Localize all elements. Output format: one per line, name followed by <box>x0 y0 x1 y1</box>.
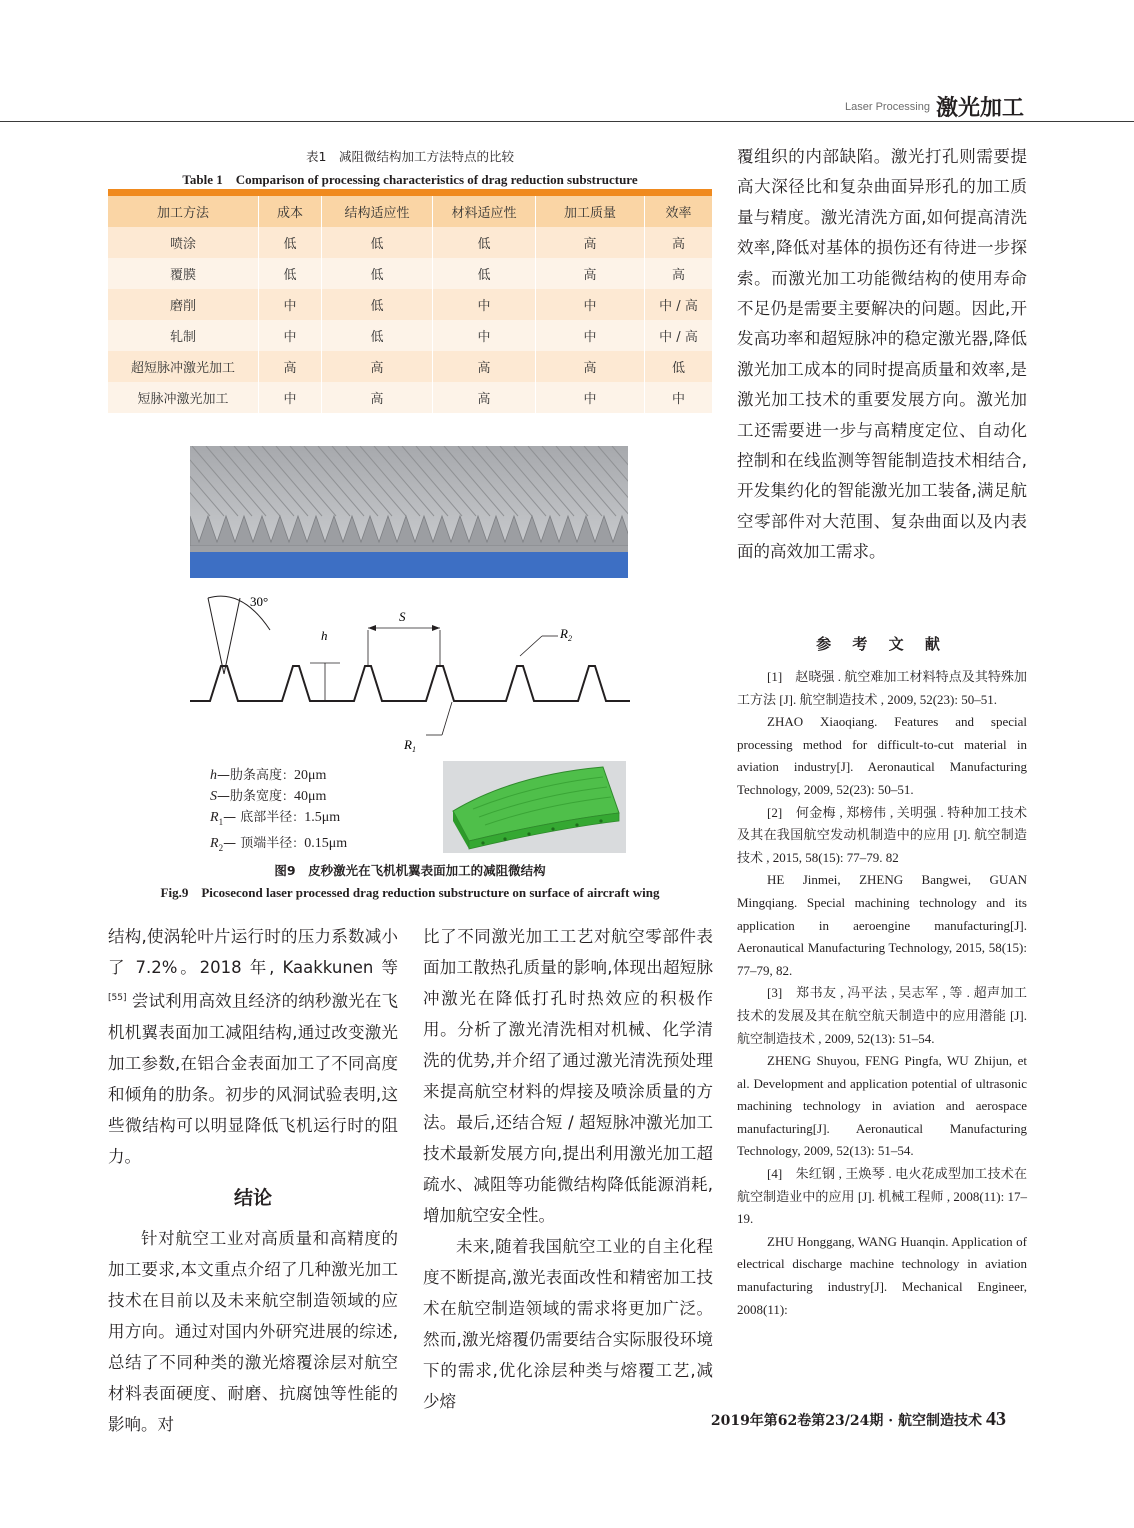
table-cell: 超短脉冲激光加工 <box>108 351 259 382</box>
table-cell: 低 <box>259 258 322 289</box>
legend-text: —肋条高度 <box>217 768 283 783</box>
running-header-en: Laser Processing <box>845 101 930 113</box>
legend-symbol: R <box>210 835 219 851</box>
reference-entry: [4] 朱红钢 , 王焕琴 . 电火花成型加工技术在航空制造业中的应用 [J]. 机械工程师 , 2008(11): 17–19. <box>737 1166 1027 1227</box>
table-header-cell: 结构适应性 <box>322 196 433 227</box>
reference-entry: [2] 何金梅 , 郑榜伟 , 关明强 . 特种加工技术及其在我国航空发动机制造中的应用 [J]. 航空制造技术 , 2015, 58(15): 77–79. 82 <box>737 804 1027 865</box>
page-footer <box>711 1408 1006 1431</box>
table-cell: 短脉冲激光加工 <box>108 382 259 413</box>
body-column-3 <box>737 142 1027 568</box>
table-cell: 低 <box>433 227 536 258</box>
table-cell: 低 <box>671 361 685 376</box>
legend-value: 1.5μm <box>304 810 341 825</box>
table-header-cell: 加工方法 <box>108 196 259 227</box>
table-row <box>108 289 712 320</box>
table-cell: 低 <box>322 258 433 289</box>
table-caption-en: Table 1 Comparison of processing characteristics of drag reduction substructure <box>182 172 638 187</box>
footer-issue: 2019年第62卷第23/24期 · 航空制造技术 <box>710 1413 982 1429</box>
legend-symbol: h <box>210 768 217 783</box>
reference-entry: ZHAO Xiaoqiang. Features and special processing method for difficult-to-cut material in aviation industry[J]. Aeronautical Manufacturing Technology, 2009, 52(23): 50–51. <box>737 714 1027 797</box>
table-cell: 高 <box>536 351 645 382</box>
legend-value: 0.15μm <box>304 835 348 851</box>
paragraph: 针对航空工业对高质量和高精度的加工要求,本文重点介绍了几种激光加工技术在目前以及未来航空制造领域的应用方向。通过对国内外研究进展的综述,总结了不同种类的激光熔覆涂层对航空材料表面硬度、耐磨、抗腐蚀等性能的影响。对 <box>108 1228 398 1434</box>
reference-entry: [1] 赵晓强 . 航空难加工材料特点及其特殊加工方法 [J]. 航空制造技术 , 2009, 52(23): 50–51. <box>737 669 1027 707</box>
page-number: 43 <box>986 1408 1006 1430</box>
figure-caption-en: Fig.9 Picosecond laser processed drag reduction substructure on surface of aircraft wing <box>160 885 660 900</box>
running-header-cn: 激光加工 <box>935 96 1024 121</box>
table-header-cell: 加工质量 <box>536 196 645 227</box>
table-caption-cn: 表1 减阻微结构加工方法特点的比较 <box>306 149 514 164</box>
section-title: 结论 <box>233 1186 272 1209</box>
table-cell: 中 <box>259 382 322 413</box>
legend-subscript: 1 <box>218 816 224 827</box>
reference-entry: ZHU Honggang, WANG Huanqin. Application of electrical discharge machine technology in aviation manufacturing industry[J]. Mechanical Engineer, 2008(11): <box>737 1233 1027 1317</box>
table-cell: 中 <box>259 320 322 351</box>
angle-label: 30° <box>250 594 269 609</box>
table-cell: 轧制 <box>108 320 259 351</box>
paragraph-text: 尝试利用高效且经济的纳秒激光在飞机机翼表面加工减阻结构,通过改变激光加工参数,在铝合金表面加工了不同高度和倾角的肋条。初步的风洞试验表明,这些微结构可以明显降低飞机运行时的阻力。 <box>108 991 398 1166</box>
header-rule <box>0 121 1134 122</box>
comparison-table <box>108 196 712 413</box>
table-cell: 中 / 高 <box>659 299 698 314</box>
legend-item: $R_2—$ 顶端半径：0.15μm <box>210 835 348 853</box>
legend-text: —肋条宽度 <box>217 789 283 804</box>
table-row <box>108 351 712 382</box>
figure-legend <box>210 765 347 859</box>
reference-entry: [3] 郑书友 , 冯平法 , 吴志军 , 等 . 超声加工技术的发展及其在航空航天制造中的应用潜能 [J]. 航空制造技术 , 2009, 52(13): 51–54. <box>737 985 1027 1046</box>
body-column-1 <box>108 921 398 1440</box>
r2-label: $R_2$ <box>560 626 572 643</box>
paragraph: 覆组织的内部缺陷。激光打孔则需要提高大深径比和复杂曲面异形孔的加工质量与精度。激光清洗方面,如何提高清洗效率,降低对基体的损伤还有待进一步探索。而激光加工功能微结构的使用寿命不足仍是需要主要解决的问题。因此,开发高功率和超短脉冲的稳定激光器,降低激光加工成本的同时提高质量和效率,是激光加工技术的重要发展方向。激光加工还需要进一步与高精度定位、自动化控制和在线监测等智能制造技术相结合,开发集约化的智能激光加工装备,满足航空零部件对大范围、复杂曲面以及内表面的高效加工需求。 <box>737 147 1027 562</box>
table-cell: 高 <box>259 351 322 382</box>
table-cell: 高 <box>433 382 536 413</box>
table-cell: 中 <box>259 289 322 320</box>
table-row <box>108 382 712 413</box>
legend-value: 20μm <box>294 768 327 783</box>
table-cell: 中 <box>433 320 536 351</box>
paragraph-text: 结构,使涡轮叶片运行时的压力系数减小了 7.2%。2018 年, Kaakkunen 等 <box>108 927 398 977</box>
table-row <box>108 258 712 289</box>
table-cell: 中 <box>536 289 645 320</box>
paragraph: 比了不同激光加工工艺对航空零部件表面加工散热孔质量的影响,体现出超短脉冲激光在降低打孔时热效应的积极作用。分析了激光清洗相对机械、化学清洗的优势,并介绍了通过激光清洗预处理来提高航空材料的焊接及喷涂质量的方法。最后,还结合短 / 超短脉冲激光加工技术最新发展方向,提出利用激光加工超疏水、减阻等功能微结构降低能源消耗,增加航空安全性。 <box>423 927 713 1225</box>
table-row <box>108 227 712 258</box>
table-cell: 中 <box>536 320 645 351</box>
table-cell: 低 <box>322 289 433 320</box>
riblet-profile-diagram <box>190 590 630 760</box>
legend-item: S—肋条宽度：40μm <box>210 789 327 804</box>
legend-item: $R_1—$ 底部半径：1.5μm <box>210 810 341 827</box>
paragraph: 未来,随着我国航空工业的自主化程度不断提高,激光表面改性和精密加工技术在航空制造领域的需求将更加广泛。然而,激光熔覆仍需要结合实际服役环境下的需求,优化涂层种类与熔覆工艺,减少熔 <box>423 1237 713 1411</box>
references-title: 参 考 文 献 <box>816 635 948 653</box>
table-header-cell: 材料适应性 <box>433 196 536 227</box>
legend-symbol: R <box>210 810 219 825</box>
table-cell: 高 <box>322 382 433 413</box>
table-cell: 覆膜 <box>108 258 259 289</box>
table-cell: 低 <box>433 258 536 289</box>
legend-value: 40μm <box>294 789 327 804</box>
table-cell: 高 <box>536 258 645 289</box>
table-header-row <box>108 196 712 227</box>
riblet-3d-render <box>190 446 628 578</box>
citation: [55] <box>108 993 127 1003</box>
reference-entry: ZHENG Shuyou, FENG Pingfa, WU Zhijun, et al. Development and application potential of ultrasonic machining technology in aviation and aerospace manufacturing[J]. Aeronautical Manufacturing Technology, 2009, 52(13): 51–54. <box>737 1053 1027 1159</box>
figure-caption-cn: 图9 皮秒激光在飞机机翼表面加工的减阻微结构 <box>274 863 546 878</box>
legend-item: h—肋条高度：20μm <box>210 768 327 783</box>
r1-label: $R_1$ <box>404 737 416 754</box>
table-cell: 中 / 高 <box>659 330 698 345</box>
table-cell: 高 <box>322 351 433 382</box>
table-header-cell: 成本 <box>259 196 322 227</box>
s-label: S <box>399 609 406 624</box>
table-cell: 高 <box>671 237 685 252</box>
table-cell: 高 <box>671 268 685 283</box>
table-row <box>108 320 712 351</box>
h-label: h <box>321 628 328 643</box>
legend-subscript: 2 <box>218 842 224 853</box>
table-cell: 中 <box>433 289 536 320</box>
table-cell: 中 <box>671 392 685 407</box>
table-cell: 高 <box>433 351 536 382</box>
table-cell: 低 <box>322 320 433 351</box>
table-cell: 中 <box>536 382 645 413</box>
aircraft-wing-render <box>443 761 626 853</box>
table-cell: 磨削 <box>108 289 259 320</box>
table-cell: 低 <box>322 227 433 258</box>
legend-text: — 顶端半径 <box>223 835 293 851</box>
table-top-rule <box>108 189 712 196</box>
paragraph <box>108 921 398 1172</box>
reference-entry: HE Jinmei, ZHENG Bangwei, GUAN Mingqiang. Special machining technology and its application in aeroengine manufacturing[J]. Aeronautical Manufacturing Technology, 2015, 58(15): 77–79, 82. <box>737 872 1027 978</box>
references-list <box>737 666 1027 1321</box>
legend-text: — 底部半径 <box>223 810 293 825</box>
table-cell: 喷涂 <box>108 227 259 258</box>
table-cell: 低 <box>259 227 322 258</box>
table-cell: 高 <box>536 227 645 258</box>
body-column-2 <box>423 921 713 1417</box>
table-header-cell: 效率 <box>665 206 692 221</box>
legend-symbol: S <box>210 789 217 804</box>
